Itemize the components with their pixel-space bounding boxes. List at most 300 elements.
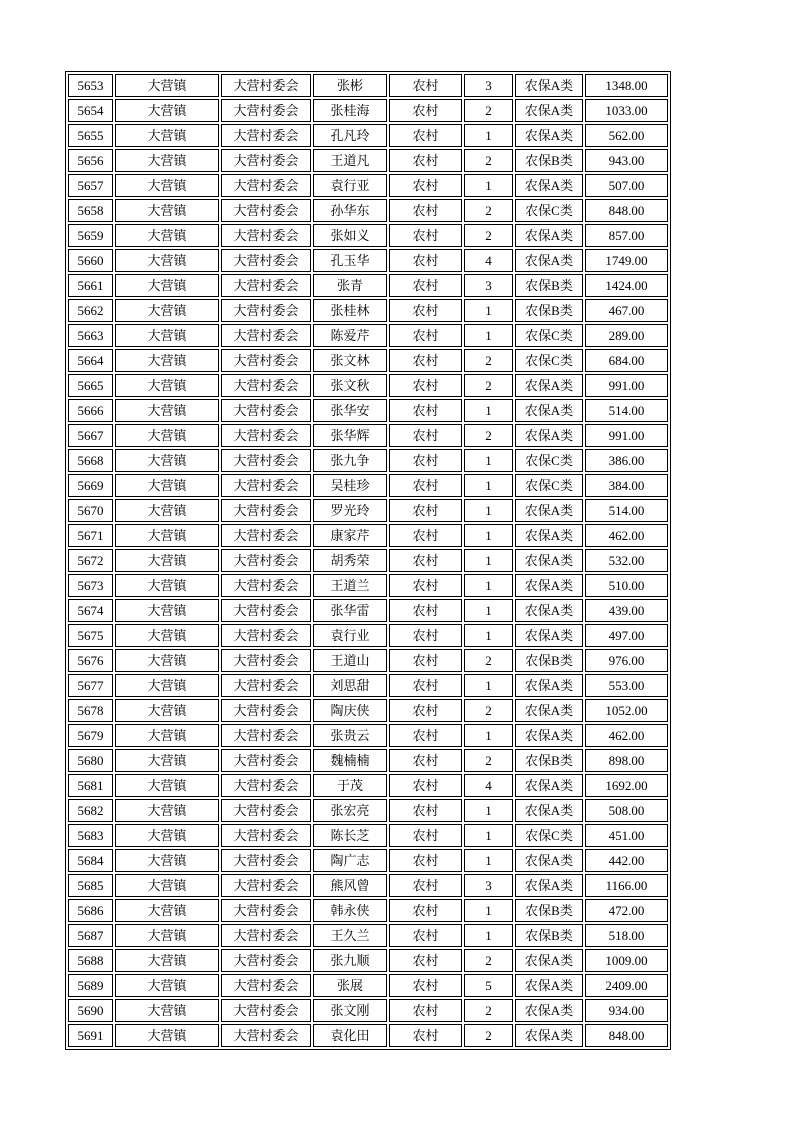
cell-residence: 农村 [389,449,462,472]
cell-amount: 439.00 [585,599,668,622]
cell-town: 大营镇 [115,799,219,822]
cell-insurance-type: 农保A类 [515,999,583,1022]
table-row [68,249,668,272]
cell-town: 大营镇 [115,224,219,247]
cell-village: 大营村委会 [221,299,311,322]
cell-insurance-type: 农保A类 [515,774,583,797]
cell-residence: 农村 [389,849,462,872]
cell-residence: 农村 [389,499,462,522]
cell-name: 张九争 [313,449,387,472]
cell-town: 大营镇 [115,949,219,972]
cell-residence: 农村 [389,99,462,122]
cell-insurance-type: 农保A类 [515,499,583,522]
cell-village: 大营村委会 [221,199,311,222]
table-row [68,374,668,397]
cell-name: 张贵云 [313,724,387,747]
cell-name: 孙华东 [313,199,387,222]
cell-count: 2 [464,424,513,447]
cell-insurance-type: 农保C类 [515,449,583,472]
cell-seq: 5669 [68,474,113,497]
cell-seq: 5659 [68,224,113,247]
cell-town: 大营镇 [115,924,219,947]
table-row [68,474,668,497]
cell-name: 于茂 [313,774,387,797]
cell-amount: 1348.00 [585,74,668,97]
cell-count: 1 [464,674,513,697]
cell-residence: 农村 [389,249,462,272]
cell-residence: 农村 [389,874,462,897]
cell-residence: 农村 [389,674,462,697]
cell-count: 2 [464,699,513,722]
cell-insurance-type: 农保A类 [515,574,583,597]
cell-amount: 1009.00 [585,949,668,972]
cell-insurance-type: 农保C类 [515,824,583,847]
table-row [68,299,668,322]
cell-amount: 462.00 [585,724,668,747]
table-row [68,349,668,372]
cell-name: 张文秋 [313,374,387,397]
cell-seq: 5688 [68,949,113,972]
cell-name: 张华雷 [313,599,387,622]
cell-name: 魏楠楠 [313,749,387,772]
cell-count: 1 [464,574,513,597]
cell-town: 大营镇 [115,874,219,897]
cell-town: 大营镇 [115,449,219,472]
cell-residence: 农村 [389,149,462,172]
cell-amount: 384.00 [585,474,668,497]
cell-village: 大营村委会 [221,749,311,772]
cell-name: 陈爱芹 [313,324,387,347]
cell-insurance-type: 农保C类 [515,199,583,222]
cell-village: 大营村委会 [221,849,311,872]
cell-name: 张如义 [313,224,387,247]
cell-amount: 508.00 [585,799,668,822]
cell-name: 王道兰 [313,574,387,597]
cell-count: 2 [464,749,513,772]
cell-amount: 1749.00 [585,249,668,272]
cell-count: 1 [464,849,513,872]
table-row [68,824,668,847]
cell-name: 康家芹 [313,524,387,547]
cell-seq: 5675 [68,624,113,647]
cell-town: 大营镇 [115,549,219,572]
table-body [68,74,668,1047]
table-row [68,924,668,947]
cell-village: 大营村委会 [221,699,311,722]
cell-seq: 5665 [68,374,113,397]
cell-village: 大营村委会 [221,724,311,747]
cell-name: 张宏亮 [313,799,387,822]
cell-seq: 5668 [68,449,113,472]
cell-count: 1 [464,624,513,647]
cell-village: 大营村委会 [221,799,311,822]
cell-village: 大营村委会 [221,524,311,547]
cell-town: 大营镇 [115,724,219,747]
cell-village: 大营村委会 [221,974,311,997]
table-row [68,724,668,747]
cell-residence: 农村 [389,424,462,447]
cell-count: 3 [464,74,513,97]
cell-name: 孔玉华 [313,249,387,272]
cell-residence: 农村 [389,399,462,422]
cell-insurance-type: 农保B类 [515,649,583,672]
cell-village: 大营村委会 [221,674,311,697]
cell-count: 1 [464,499,513,522]
cell-seq: 5660 [68,249,113,272]
cell-town: 大营镇 [115,524,219,547]
table-row [68,274,668,297]
cell-residence: 农村 [389,649,462,672]
cell-seq: 5680 [68,749,113,772]
cell-name: 刘思甜 [313,674,387,697]
cell-village: 大营村委会 [221,774,311,797]
cell-insurance-type: 农保A类 [515,399,583,422]
table-row [68,224,668,247]
cell-name: 袁化田 [313,1024,387,1047]
cell-name: 袁行亚 [313,174,387,197]
cell-town: 大营镇 [115,249,219,272]
cell-seq: 5686 [68,899,113,922]
cell-insurance-type: 农保A类 [515,974,583,997]
cell-count: 3 [464,874,513,897]
cell-count: 2 [464,649,513,672]
cell-seq: 5691 [68,1024,113,1047]
table-row [68,599,668,622]
cell-amount: 1052.00 [585,699,668,722]
cell-village: 大营村委会 [221,174,311,197]
cell-residence: 农村 [389,274,462,297]
cell-village: 大营村委会 [221,274,311,297]
cell-town: 大营镇 [115,149,219,172]
cell-count: 1 [464,799,513,822]
cell-amount: 514.00 [585,399,668,422]
cell-seq: 5676 [68,649,113,672]
cell-insurance-type: 农保A类 [515,124,583,147]
cell-residence: 农村 [389,549,462,572]
cell-seq: 5653 [68,74,113,97]
cell-seq: 5658 [68,199,113,222]
cell-village: 大营村委会 [221,824,311,847]
table-row [68,774,668,797]
cell-residence: 农村 [389,974,462,997]
cell-count: 2 [464,1024,513,1047]
cell-insurance-type: 农保B类 [515,274,583,297]
cell-amount: 898.00 [585,749,668,772]
cell-seq: 5672 [68,549,113,572]
cell-residence: 农村 [389,924,462,947]
table-row [68,949,668,972]
cell-seq: 5690 [68,999,113,1022]
cell-amount: 1692.00 [585,774,668,797]
cell-insurance-type: 农保A类 [515,424,583,447]
cell-seq: 5682 [68,799,113,822]
cell-town: 大营镇 [115,824,219,847]
cell-residence: 农村 [389,374,462,397]
cell-seq: 5670 [68,499,113,522]
table-row [68,899,668,922]
cell-town: 大营镇 [115,649,219,672]
cell-town: 大营镇 [115,774,219,797]
cell-name: 罗光玲 [313,499,387,522]
cell-seq: 5656 [68,149,113,172]
cell-town: 大营镇 [115,599,219,622]
cell-residence: 农村 [389,74,462,97]
cell-count: 3 [464,274,513,297]
cell-name: 胡秀荣 [313,549,387,572]
cell-town: 大营镇 [115,849,219,872]
table-row [68,874,668,897]
cell-residence: 农村 [389,899,462,922]
table-row [68,849,668,872]
cell-amount: 976.00 [585,649,668,672]
cell-amount: 562.00 [585,124,668,147]
table-row [68,124,668,147]
cell-village: 大营村委会 [221,399,311,422]
cell-amount: 991.00 [585,424,668,447]
cell-insurance-type: 农保A类 [515,549,583,572]
cell-town: 大营镇 [115,574,219,597]
cell-count: 1 [464,924,513,947]
cell-insurance-type: 农保A类 [515,624,583,647]
cell-residence: 农村 [389,574,462,597]
pension-roster-table [65,71,671,1050]
cell-town: 大营镇 [115,324,219,347]
cell-town: 大营镇 [115,424,219,447]
cell-count: 1 [464,824,513,847]
table-row [68,424,668,447]
cell-name: 张华安 [313,399,387,422]
cell-count: 1 [464,449,513,472]
cell-seq: 5681 [68,774,113,797]
cell-insurance-type: 农保A类 [515,874,583,897]
cell-town: 大营镇 [115,699,219,722]
cell-village: 大营村委会 [221,924,311,947]
cell-residence: 农村 [389,699,462,722]
cell-village: 大营村委会 [221,249,311,272]
cell-seq: 5663 [68,324,113,347]
cell-town: 大营镇 [115,974,219,997]
cell-village: 大营村委会 [221,449,311,472]
cell-residence: 农村 [389,174,462,197]
cell-count: 1 [464,724,513,747]
cell-name: 陶广志 [313,849,387,872]
cell-name: 王久兰 [313,924,387,947]
cell-name: 张华辉 [313,424,387,447]
cell-count: 1 [464,549,513,572]
cell-town: 大营镇 [115,349,219,372]
cell-village: 大营村委会 [221,99,311,122]
cell-residence: 农村 [389,524,462,547]
cell-name: 袁行业 [313,624,387,647]
cell-town: 大营镇 [115,474,219,497]
cell-village: 大营村委会 [221,324,311,347]
table-row [68,649,668,672]
cell-residence: 农村 [389,949,462,972]
cell-amount: 510.00 [585,574,668,597]
cell-residence: 农村 [389,124,462,147]
cell-name: 王道凡 [313,149,387,172]
cell-amount: 991.00 [585,374,668,397]
cell-count: 1 [464,599,513,622]
cell-count: 2 [464,999,513,1022]
cell-amount: 497.00 [585,624,668,647]
cell-seq: 5678 [68,699,113,722]
cell-village: 大营村委会 [221,649,311,672]
cell-count: 4 [464,249,513,272]
cell-residence: 农村 [389,774,462,797]
cell-village: 大营村委会 [221,899,311,922]
table-row [68,449,668,472]
cell-residence: 农村 [389,224,462,247]
cell-count: 1 [464,899,513,922]
cell-amount: 507.00 [585,174,668,197]
cell-count: 2 [464,149,513,172]
cell-count: 2 [464,349,513,372]
cell-seq: 5687 [68,924,113,947]
cell-name: 陈长芝 [313,824,387,847]
table-row [68,624,668,647]
cell-amount: 532.00 [585,549,668,572]
cell-residence: 农村 [389,824,462,847]
cell-seq: 5689 [68,974,113,997]
cell-residence: 农村 [389,599,462,622]
cell-insurance-type: 农保A类 [515,249,583,272]
cell-village: 大营村委会 [221,499,311,522]
cell-village: 大营村委会 [221,574,311,597]
cell-town: 大营镇 [115,749,219,772]
cell-town: 大营镇 [115,74,219,97]
cell-name: 张桂海 [313,99,387,122]
cell-village: 大营村委会 [221,999,311,1022]
cell-village: 大营村委会 [221,424,311,447]
cell-seq: 5666 [68,399,113,422]
table-row [68,399,668,422]
cell-insurance-type: 农保C类 [515,349,583,372]
cell-name: 张彬 [313,74,387,97]
cell-town: 大营镇 [115,124,219,147]
cell-seq: 5667 [68,424,113,447]
cell-count: 4 [464,774,513,797]
cell-name: 张青 [313,274,387,297]
table-row [68,524,668,547]
cell-town: 大营镇 [115,999,219,1022]
table-row [68,99,668,122]
cell-amount: 518.00 [585,924,668,947]
table-row [68,199,668,222]
cell-amount: 467.00 [585,299,668,322]
cell-count: 2 [464,224,513,247]
cell-seq: 5657 [68,174,113,197]
cell-amount: 1424.00 [585,274,668,297]
cell-insurance-type: 农保B类 [515,149,583,172]
cell-amount: 514.00 [585,499,668,522]
cell-residence: 农村 [389,624,462,647]
cell-town: 大营镇 [115,174,219,197]
cell-count: 1 [464,399,513,422]
cell-village: 大营村委会 [221,874,311,897]
table-row [68,549,668,572]
cell-seq: 5671 [68,524,113,547]
cell-name: 孔凡玲 [313,124,387,147]
cell-insurance-type: 农保A类 [515,799,583,822]
cell-residence: 农村 [389,349,462,372]
cell-town: 大营镇 [115,299,219,322]
cell-town: 大营镇 [115,274,219,297]
cell-seq: 5683 [68,824,113,847]
cell-insurance-type: 农保A类 [515,224,583,247]
cell-count: 2 [464,374,513,397]
cell-insurance-type: 农保A类 [515,724,583,747]
cell-town: 大营镇 [115,374,219,397]
cell-name: 韩永侠 [313,899,387,922]
cell-seq: 5674 [68,599,113,622]
cell-count: 1 [464,124,513,147]
table-row [68,499,668,522]
cell-insurance-type: 农保B类 [515,749,583,772]
cell-insurance-type: 农保A类 [515,849,583,872]
cell-count: 1 [464,474,513,497]
cell-town: 大营镇 [115,1024,219,1047]
cell-count: 5 [464,974,513,997]
cell-village: 大营村委会 [221,1024,311,1047]
cell-village: 大营村委会 [221,374,311,397]
table-row [68,324,668,347]
cell-amount: 386.00 [585,449,668,472]
cell-seq: 5673 [68,574,113,597]
cell-town: 大营镇 [115,399,219,422]
cell-insurance-type: 农保A类 [515,674,583,697]
cell-count: 1 [464,524,513,547]
cell-insurance-type: 农保A类 [515,524,583,547]
cell-amount: 848.00 [585,199,668,222]
table-row [68,799,668,822]
cell-residence: 农村 [389,999,462,1022]
cell-insurance-type: 农保A类 [515,99,583,122]
cell-village: 大营村委会 [221,124,311,147]
cell-village: 大营村委会 [221,624,311,647]
cell-village: 大营村委会 [221,474,311,497]
cell-insurance-type: 农保B类 [515,299,583,322]
cell-residence: 农村 [389,724,462,747]
cell-town: 大营镇 [115,499,219,522]
cell-insurance-type: 农保A类 [515,699,583,722]
cell-insurance-type: 农保B类 [515,924,583,947]
cell-town: 大营镇 [115,199,219,222]
cell-count: 1 [464,174,513,197]
cell-insurance-type: 农保A类 [515,1024,583,1047]
cell-amount: 857.00 [585,224,668,247]
cell-village: 大营村委会 [221,949,311,972]
cell-seq: 5654 [68,99,113,122]
cell-amount: 289.00 [585,324,668,347]
cell-village: 大营村委会 [221,349,311,372]
cell-seq: 5679 [68,724,113,747]
cell-amount: 943.00 [585,149,668,172]
cell-amount: 2409.00 [585,974,668,997]
cell-name: 张文林 [313,349,387,372]
cell-amount: 934.00 [585,999,668,1022]
cell-amount: 462.00 [585,524,668,547]
cell-amount: 848.00 [585,1024,668,1047]
table-row [68,699,668,722]
cell-name: 张文刚 [313,999,387,1022]
cell-insurance-type: 农保A类 [515,374,583,397]
cell-count: 2 [464,99,513,122]
cell-name: 张展 [313,974,387,997]
cell-village: 大营村委会 [221,74,311,97]
cell-residence: 农村 [389,1024,462,1047]
cell-insurance-type: 农保A类 [515,74,583,97]
